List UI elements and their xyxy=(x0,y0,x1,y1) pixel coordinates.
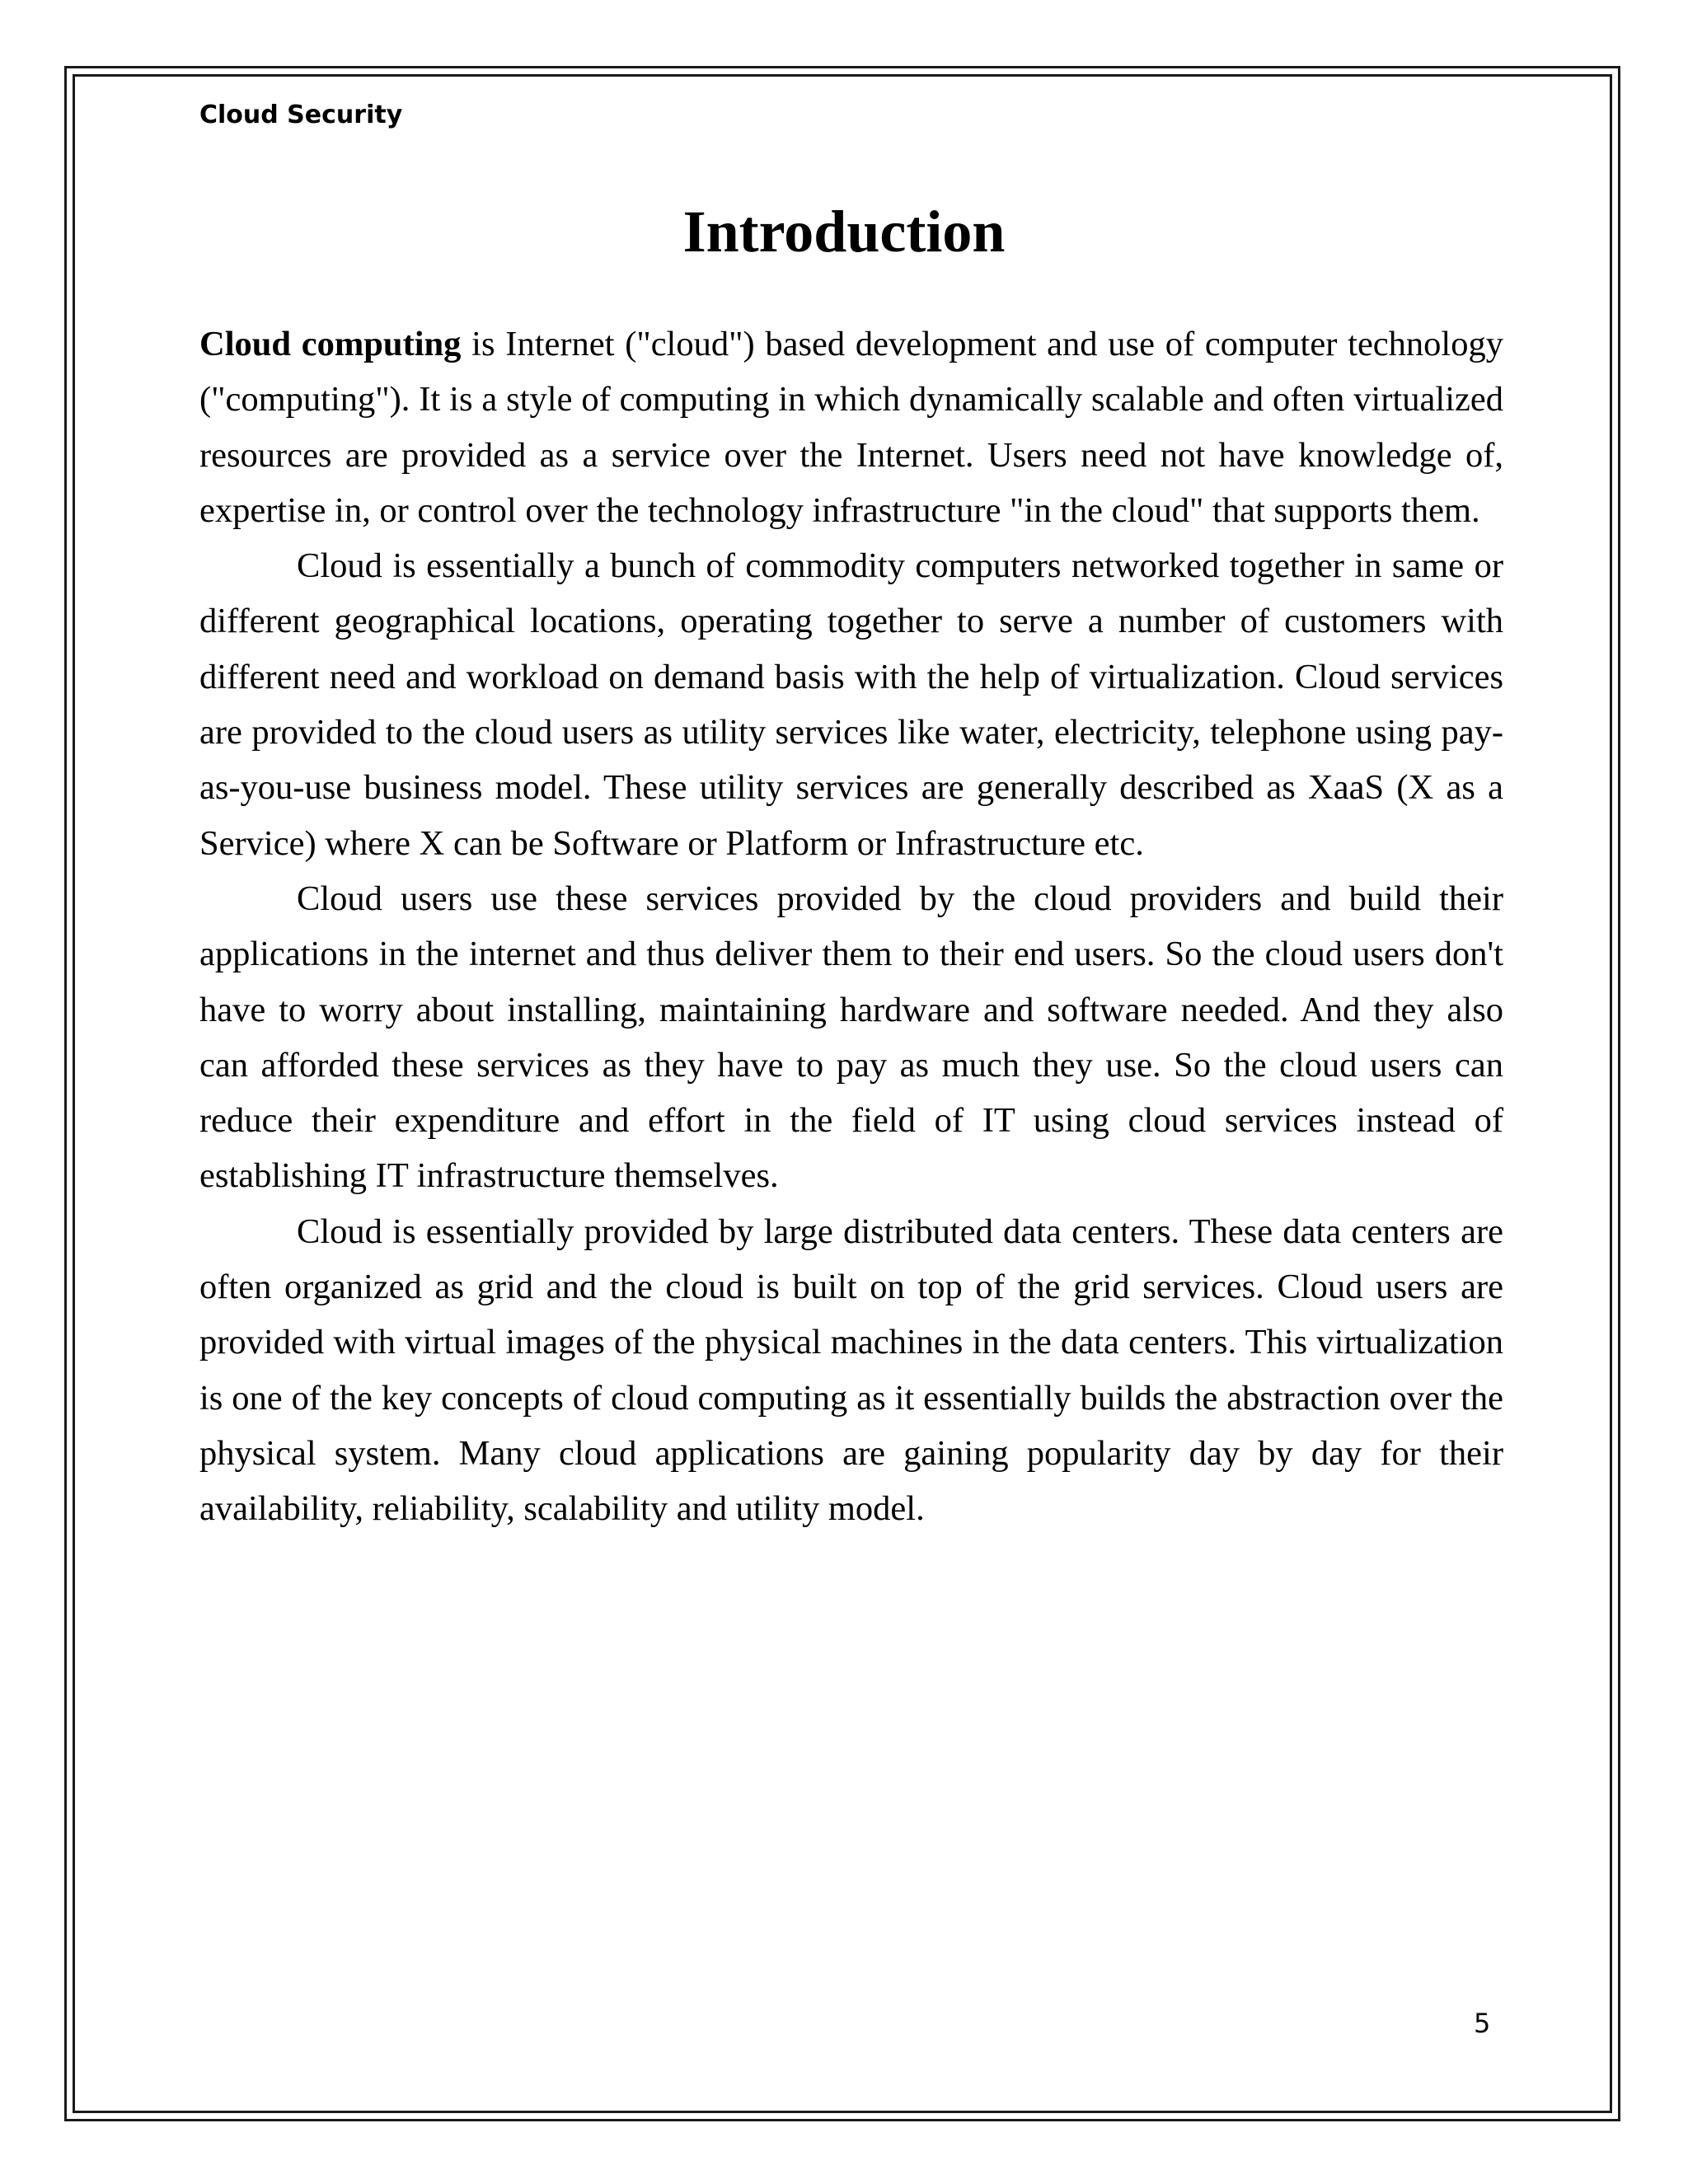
page-number: 5 xyxy=(1474,2008,1491,2039)
paragraph-1 xyxy=(199,316,1503,538)
defined-term: Cloud computing xyxy=(199,325,462,363)
running-header: Cloud Security xyxy=(199,101,403,129)
paragraph-2: Cloud is essentially a bunch of commodity computers networked together in same or different geographical locations, operating together to serve a number of customers with different need and workload on demand basis with the help of virtualization. Cloud services are provided to the cloud users as utility services like water, electricity, telephone using pay-as-you-use business model. These utility services are generally described as XaaS (X as a Service) where X can be Software or Platform or Infrastructure etc. xyxy=(199,546,1503,863)
paragraph-3: Cloud users use these services provided by the cloud providers and build their applications in the internet and thus deliver them to their end users. So the cloud users don't have to worry about installing, maintaining hardware and software needed. And they also can afforded these services as they have to pay as much they use. So the cloud users can reduce their expenditure and effort in the field of IT using cloud services instead of establishing IT infrastructure themselves. xyxy=(199,879,1503,1196)
page-title: Introduction xyxy=(682,199,1006,265)
paragraph-1-text: is Internet ("cloud") based development and use of computer technology ("computing"). It is a style of computing in which dynamically scalable and often virtualized resources are provided as a service over the Internet. Users need not have knowledge of, expertise in, or control over the technology infrastructure "in the cloud" that supports them. xyxy=(199,325,1503,530)
paragraph-4: Cloud is essentially provided by large distributed data centers. These data centers are often organized as grid and the cloud is built on top of the grid services. Cloud users are provided with virtual images of the physical machines in the data centers. This virtualization is one of the key concepts of cloud computing as it essentially builds the abstraction over the physical system. Many cloud applications are gaining popularity day by day for their availability, reliability, scalability and utility model. xyxy=(199,1212,1503,1529)
body-text xyxy=(199,316,1503,1537)
